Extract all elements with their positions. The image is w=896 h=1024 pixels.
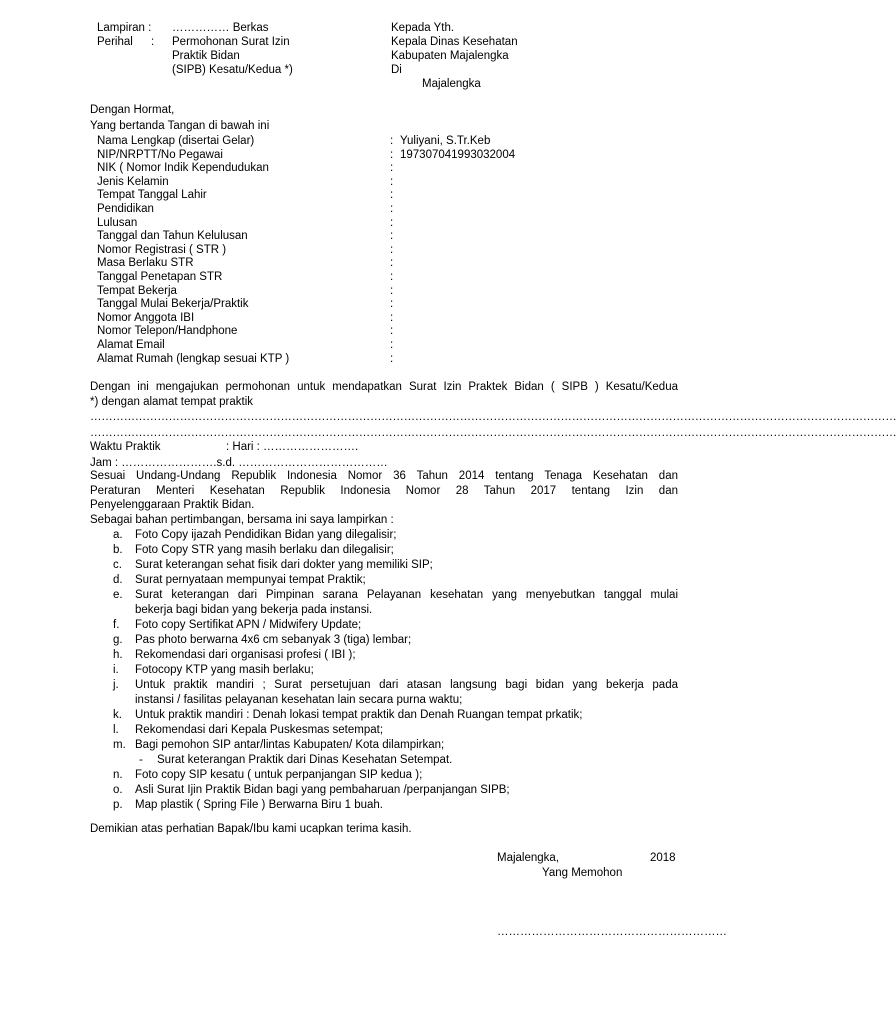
attachment-text: Surat keterangan dari Pimpinan sarana Pelayanan kesehatan yang menyebutkan tanggal mulai xyxy=(135,589,678,601)
attachment-marker: d. xyxy=(113,574,123,586)
attachment-marker: o. xyxy=(113,784,123,796)
attachment-text: bekerja bagi bidan yang bekerja pada instansi. xyxy=(135,604,373,616)
jam-field: Jam : …………………….s.d. ………………………………… xyxy=(90,457,388,469)
request-line-1: Dengan ini mengajukan permohonan untuk mendapatkan Surat Izin Praktek Bidan ( SIPB ) Kesatu/Kedua xyxy=(90,381,678,393)
recipient-line: Kabupaten Majalengka xyxy=(391,50,509,62)
field-label: Pendidikan xyxy=(97,203,154,215)
attachment-marker: f. xyxy=(113,619,120,631)
field-label: Tempat Tanggal Lahir xyxy=(97,189,207,201)
field-colon: : xyxy=(390,230,394,242)
attachment-text: Surat keterangan Praktik dari Dinas Kesehatan Setempat. xyxy=(157,754,453,766)
field-label: Nomor Telepon/Handphone xyxy=(97,325,238,337)
attachment-text: Bagi pemohon SIP antar/lintas Kabupaten/ Kota dilampirkan; xyxy=(135,739,445,751)
recipient-line: Majalengka xyxy=(422,78,481,90)
field-colon: : xyxy=(390,149,394,161)
address-dots: ……………………………………………………………………………………………………………………………………………………………………………………………… xyxy=(90,411,896,423)
field-label: Alamat Email xyxy=(97,339,165,351)
field-label: NIK ( Nomor Indik Kependudukan xyxy=(97,162,269,174)
field-colon: : xyxy=(390,353,394,365)
recipient-line: Kepada Yth. xyxy=(391,22,455,34)
address-dots: ……………………………………………………………………………………………………………………………………………………………………………………………… xyxy=(90,427,896,439)
attachments-intro: Sebagai bahan pertimbangan, bersama ini saya lampirkan : xyxy=(90,514,394,526)
request-line-2: *) dengan alamat tempat praktik xyxy=(90,396,254,408)
attachment-marker: m. xyxy=(113,739,126,751)
attachment-marker: p. xyxy=(113,799,123,811)
attachment-text: Map plastik ( Spring File ) Berwarna Biru 1 buah. xyxy=(135,799,383,811)
perihal-colon: : xyxy=(151,36,155,48)
attachment-text: Untuk praktik mandiri : Denah lokasi tempat praktik dan Denah Ruangan tempat prkatik; xyxy=(135,709,583,721)
attachment-text: instansi / fasilitas pelayanan kesehatan lain secara purna waktu; xyxy=(135,694,463,706)
attachment-text: Foto copy Sertifikat APN / Midwifery Update; xyxy=(135,619,362,631)
lampiran-label: Lampiran : xyxy=(97,22,152,34)
attachment-marker: c. xyxy=(113,559,122,571)
closing-line: Demikian atas perhatian Bapak/Ibu kami ucapkan terima kasih. xyxy=(90,823,412,835)
field-colon: : xyxy=(390,312,394,324)
field-label: Nama Lengkap (disertai Gelar) xyxy=(97,135,255,147)
attachment-text: Asli Surat Ijin Praktik Bidan bagi yang pembaharuan /perpanjangan SIPB; xyxy=(135,784,510,796)
attachment-marker: g. xyxy=(113,634,123,646)
perihal-line: Praktik Bidan xyxy=(172,50,240,62)
field-colon: : xyxy=(390,217,394,229)
law-line: Penyelenggaraan Praktik Bidan. xyxy=(90,499,255,511)
attachment-marker: j. xyxy=(113,679,119,691)
attachment-marker: i. xyxy=(113,664,119,676)
field-colon: : xyxy=(390,257,394,269)
field-colon: : xyxy=(390,189,394,201)
waktu-label: Waktu Praktik xyxy=(90,441,161,453)
field-value: Yuliyani, S.Tr.Keb xyxy=(400,135,491,147)
signature-role: Yang Memohon xyxy=(542,867,623,879)
attachment-text: Pas photo berwarna 4x6 cm sebanyak 3 (tiga) lembar; xyxy=(135,634,412,646)
field-colon: : xyxy=(390,203,394,215)
attachment-text: Fotocopy KTP yang masih berlaku; xyxy=(135,664,314,676)
field-label: Jenis Kelamin xyxy=(97,176,169,188)
lampiran-value: …………… Berkas xyxy=(172,22,269,34)
field-colon: : xyxy=(390,285,394,297)
field-colon: : xyxy=(390,271,394,283)
attachment-text: Rekomendasi dari Kepala Puskesmas setempat; xyxy=(135,724,384,736)
field-label: Tempat Bekerja xyxy=(97,285,177,297)
greeting: Dengan Hormat, xyxy=(90,104,175,116)
attachment-marker: a. xyxy=(113,529,123,541)
field-colon: : xyxy=(390,298,394,310)
recipient-line: Di xyxy=(391,64,402,76)
perihal-label: Perihal xyxy=(97,36,133,48)
attachment-text: Foto Copy STR yang masih berlaku dan dilegalisir; xyxy=(135,544,394,556)
field-label: Nomor Anggota IBI xyxy=(97,312,195,324)
attachment-marker: e. xyxy=(113,589,123,601)
attachment-text: Rekomendasi dari organisasi profesi ( IBI ); xyxy=(135,649,356,661)
attachment-marker: k. xyxy=(113,709,122,721)
signature-year: 2018 xyxy=(650,852,676,864)
attachment-text: Foto Copy ijazah Pendidikan Bidan yang dilegalisir; xyxy=(135,529,397,541)
field-label: NIP/NRPTT/No Pegawai xyxy=(97,149,223,161)
signature-place: Majalengka, xyxy=(497,852,560,864)
field-colon: : xyxy=(390,176,394,188)
attachment-marker: - xyxy=(139,754,143,766)
attachment-text: Surat keterangan sehat fisik dari dokter yang memiliki SIP; xyxy=(135,559,433,571)
field-colon: : xyxy=(390,244,394,256)
field-label: Masa Berlaku STR xyxy=(97,257,194,269)
field-colon: : xyxy=(390,339,394,351)
perihal-line: Permohonan Surat Izin xyxy=(172,36,290,48)
law-line: Sesuai Undang-Undang Republik Indonesia Nomor 36 Tahun 2014 tentang Tenaga Kesehatan dan xyxy=(90,470,678,482)
field-label: Alamat Rumah (lengkap sesuai KTP ) xyxy=(97,353,290,365)
field-label: Nomor Registrasi ( STR ) xyxy=(97,244,227,256)
perihal-line: (SIPB) Kesatu/Kedua *) xyxy=(172,64,293,76)
field-colon: : xyxy=(390,135,394,147)
attachment-marker: h. xyxy=(113,649,123,661)
attachment-marker: n. xyxy=(113,769,123,781)
field-label: Lulusan xyxy=(97,217,138,229)
intro-line: Yang bertanda Tangan di bawah ini xyxy=(90,120,270,132)
field-value: 197307041993032004 xyxy=(400,149,516,161)
field-label: Tanggal Mulai Bekerja/Praktik xyxy=(97,298,249,310)
field-colon: : xyxy=(390,162,394,174)
law-line: Peraturan Menteri Kesehatan Republik Indonesia Nomor 28 Tahun 2017 tentang Izin dan xyxy=(90,485,678,497)
attachment-marker: l. xyxy=(113,724,119,736)
field-label: Tanggal dan Tahun Kelulusan xyxy=(97,230,248,242)
hari-field: : Hari : ……………………. xyxy=(226,441,359,453)
field-label: Tanggal Penetapan STR xyxy=(97,271,223,283)
attachment-marker: b. xyxy=(113,544,123,556)
field-colon: : xyxy=(390,325,394,337)
signature-line: …………………………………………………… xyxy=(497,926,727,938)
attachment-text: Foto copy SIP kesatu ( untuk perpanjangan SIP kedua ); xyxy=(135,769,423,781)
recipient-line: Kepala Dinas Kesehatan xyxy=(391,36,518,48)
attachment-text: Surat pernyataan mempunyai tempat Praktik; xyxy=(135,574,366,586)
attachment-text: Untuk praktik mandiri ; Surat persetujuan dari atasan langsung bagi bidan yang bekerja pada xyxy=(135,679,678,691)
